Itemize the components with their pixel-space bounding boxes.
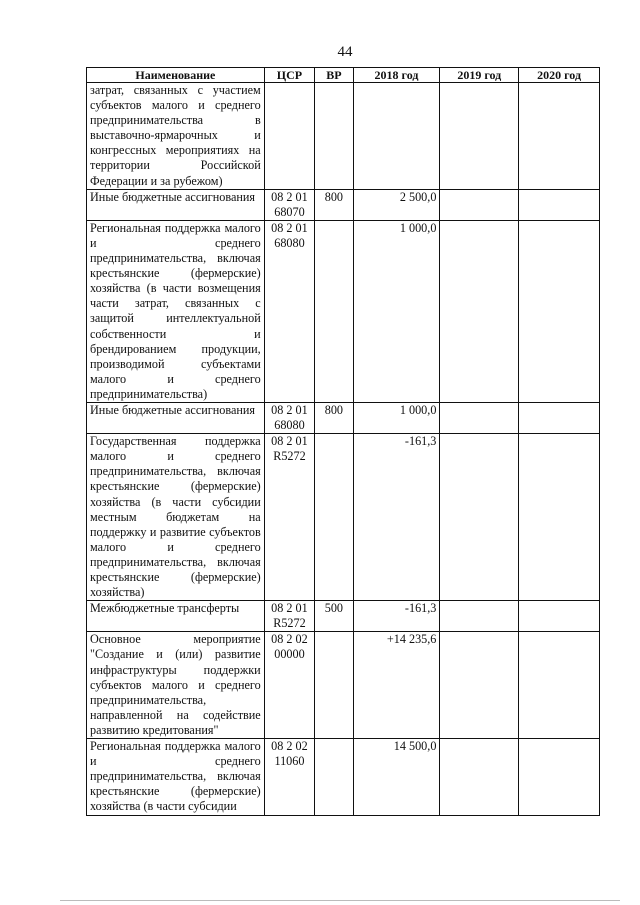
- row-csr: 08 2 02 11060: [264, 739, 314, 815]
- row-2018: 1 000,0: [353, 220, 440, 402]
- table-row: [87, 189, 600, 220]
- row-name: Межбюджетные трансферты: [87, 601, 265, 632]
- header-csr: ЦСР: [264, 68, 314, 83]
- row-csr: 08 2 01 R5272: [264, 601, 314, 632]
- row-2018: [353, 83, 440, 190]
- header-vr: ВР: [315, 68, 353, 83]
- row-csr: 08 2 01 68080: [264, 402, 314, 433]
- row-2020: [519, 632, 600, 739]
- header-2019: 2019 год: [440, 68, 519, 83]
- row-2018: 1 000,0: [353, 402, 440, 433]
- row-csr: 08 2 02 00000: [264, 632, 314, 739]
- row-csr: 08 2 01 R5272: [264, 434, 314, 601]
- table-header-row: [87, 68, 600, 83]
- table-row: [87, 601, 600, 632]
- row-name: Региональная поддержка малого и среднего предпринимательства, включая крестьянские (фермерские) хозяйства (в части субсидии: [87, 739, 265, 815]
- row-name: затрат, связанных с участием субъектов малого и среднего предпринимательства в выставочно-ярмарочных и конгрессных мероприятиях на территории Российской Федерации и за рубежом): [87, 83, 265, 190]
- row-2020: [519, 739, 600, 815]
- row-2020: [519, 220, 600, 402]
- header-2020: 2020 год: [519, 68, 600, 83]
- row-name: Региональная поддержка малого и среднего предпринимательства, включая крестьянские (фермерские) хозяйства (в части возмещения части затрат, связанных с защитой интеллектуальной собственности и брендированием продукции, производимой субъектами малого и среднего предпринимательства): [87, 220, 265, 402]
- row-2019: [440, 601, 519, 632]
- table-row: [87, 739, 600, 815]
- table-row: [87, 220, 600, 402]
- row-vr: [315, 632, 353, 739]
- row-2018: 2 500,0: [353, 189, 440, 220]
- row-2019: [440, 434, 519, 601]
- row-2019: [440, 739, 519, 815]
- row-vr: 800: [315, 402, 353, 433]
- row-name: Иные бюджетные ассигнования: [87, 402, 265, 433]
- row-csr: 08 2 01 68070: [264, 189, 314, 220]
- row-vr: [315, 220, 353, 402]
- row-csr: 08 2 01 68080: [264, 220, 314, 402]
- row-2018: 14 500,0: [353, 739, 440, 815]
- table-row: [87, 434, 600, 601]
- table-row: [87, 402, 600, 433]
- header-name: Наименование: [87, 68, 265, 83]
- header-2018: 2018 год: [353, 68, 440, 83]
- row-2019: [440, 83, 519, 190]
- row-2019: [440, 220, 519, 402]
- table-row: [87, 632, 600, 739]
- row-2020: [519, 189, 600, 220]
- row-2019: [440, 632, 519, 739]
- row-vr: [315, 434, 353, 601]
- row-name: Иные бюджетные ассигнования: [87, 189, 265, 220]
- page-edge-divider: [60, 900, 620, 901]
- row-vr: 800: [315, 189, 353, 220]
- row-2018: -161,3: [353, 434, 440, 601]
- row-name: Государственная поддержка малого и среднего предпринимательства, включая крестьянские (фермерские) хозяйства (в части субсидии местным бюджетам на поддержку и развитие субъектов малого и среднего предпринимательства, включая крестьянские (фермерские) хозяйства): [87, 434, 265, 601]
- row-2019: [440, 402, 519, 433]
- page-number: 44: [337, 44, 353, 60]
- row-2018: +14 235,6: [353, 632, 440, 739]
- row-vr: [315, 739, 353, 815]
- row-2018: -161,3: [353, 601, 440, 632]
- row-2020: [519, 601, 600, 632]
- row-2020: [519, 434, 600, 601]
- row-2020: [519, 402, 600, 433]
- row-name: Основное мероприятие "Создание и (или) развитие инфраструктуры поддержки субъектов малого и среднего предпринимательства, направленной на содействие развитию кредитования": [87, 632, 265, 739]
- row-csr: [264, 83, 314, 190]
- row-vr: 500: [315, 601, 353, 632]
- row-2020: [519, 83, 600, 190]
- row-vr: [315, 83, 353, 190]
- row-2019: [440, 189, 519, 220]
- budget-table: [86, 67, 600, 816]
- table-row: [87, 83, 600, 190]
